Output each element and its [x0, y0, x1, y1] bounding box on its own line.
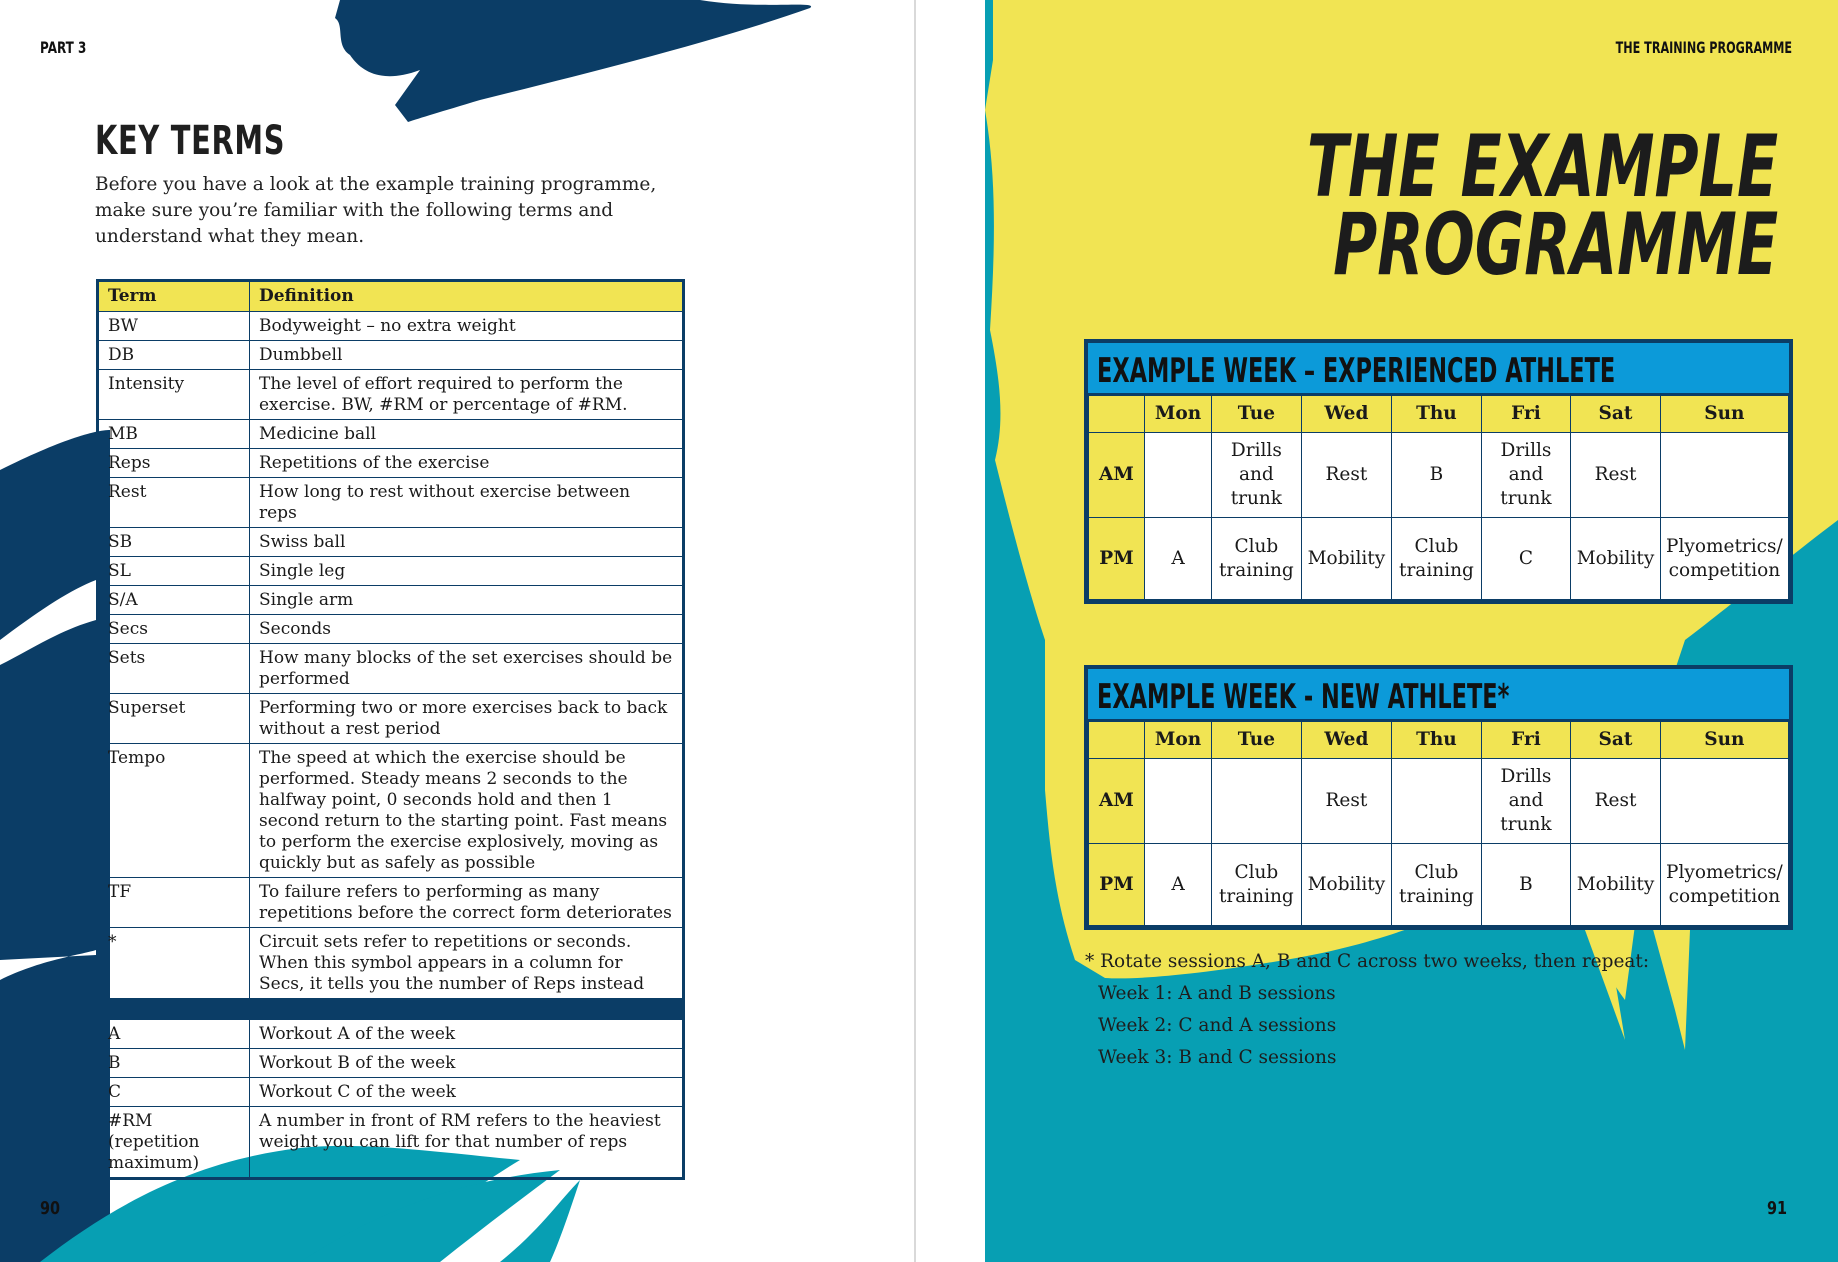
- table-row: [98, 586, 684, 615]
- am-label: AM: [1089, 759, 1145, 844]
- pm-row: [1089, 518, 1789, 600]
- rotation-notes: [1085, 946, 1649, 1074]
- term-cell: Secs: [98, 615, 250, 644]
- term-cell: Tempo: [98, 744, 250, 878]
- day-header: Thu: [1392, 722, 1482, 759]
- spine-gap: [916, 0, 985, 1262]
- intro-paragraph: Before you have a look at the example training programme, make sure you’re familiar with the following terms and understand what they mean.: [95, 174, 657, 247]
- pm-session-cell: Mobility: [1301, 844, 1392, 926]
- programme-title-line1: THE EXAMPLE: [1306, 117, 1778, 217]
- am-row: [1089, 759, 1789, 844]
- pm-session-cell: Plyometrics/ competition: [1660, 518, 1788, 600]
- am-session-cell: [1392, 759, 1482, 844]
- term-cell: SB: [98, 528, 250, 557]
- am-session-cell: [1660, 759, 1788, 844]
- definition-cell: Workout C of the week: [250, 1078, 684, 1107]
- definition-cell: Performing two or more exercises back to back without a rest period: [250, 694, 684, 744]
- definition-cell: Single arm: [250, 586, 684, 615]
- key-terms-title: KEY TERMS: [95, 118, 286, 164]
- am-session-cell: Drills and trunk: [1481, 759, 1571, 844]
- left-page: [0, 0, 915, 1262]
- day-header: Sat: [1571, 722, 1661, 759]
- new-athlete-week-heading: EXAMPLE WEEK - NEW ATHLETE*: [1088, 669, 1789, 721]
- term-cell: TF: [98, 878, 250, 928]
- term-cell: Intensity: [98, 370, 250, 420]
- term-cell: *: [98, 928, 250, 999]
- definition-cell: To failure refers to performing as many repetitions before the correct form deteriorates: [250, 878, 684, 928]
- definition-cell: Workout A of the week: [250, 1020, 684, 1049]
- table-row: [98, 928, 684, 999]
- definition-column-header: Definition: [250, 281, 684, 312]
- new-athlete-week-table: [1084, 665, 1793, 930]
- term-column-header: Term: [98, 281, 250, 312]
- day-header: Sat: [1571, 396, 1661, 433]
- term-cell: MB: [98, 420, 250, 449]
- experienced-schedule: [1088, 395, 1789, 600]
- term-cell: SL: [98, 557, 250, 586]
- day-header: Sun: [1660, 396, 1788, 433]
- corner-cell: [1089, 722, 1145, 759]
- am-session-cell: Drills and trunk: [1212, 433, 1302, 518]
- day-header: Fri: [1481, 396, 1571, 433]
- key-terms-table: [96, 279, 685, 1180]
- table-row: [98, 312, 684, 341]
- term-cell: Superset: [98, 694, 250, 744]
- am-label: AM: [1089, 433, 1145, 518]
- pm-session-cell: A: [1144, 518, 1211, 600]
- pm-session-cell: B: [1481, 844, 1571, 926]
- am-session-cell: Rest: [1301, 759, 1392, 844]
- definition-cell: How many blocks of the set exercises should be performed: [250, 644, 684, 694]
- programme-title: [1105, 117, 1778, 295]
- table-row: [98, 694, 684, 744]
- am-session-cell: B: [1392, 433, 1482, 518]
- am-session-cell: Drills and trunk: [1481, 433, 1571, 518]
- am-row: [1089, 433, 1789, 518]
- pm-session-cell: Club training: [1392, 844, 1482, 926]
- definition-cell: How long to rest without exercise between reps: [250, 478, 684, 528]
- am-session-cell: [1144, 433, 1211, 518]
- day-header: Sun: [1660, 722, 1788, 759]
- term-cell: Reps: [98, 449, 250, 478]
- table-row: [98, 528, 684, 557]
- term-cell: BW: [98, 312, 250, 341]
- pm-label: PM: [1089, 518, 1145, 600]
- term-cell: Sets: [98, 644, 250, 694]
- week-3-note: Week 3: B and C sessions: [1098, 1047, 1337, 1068]
- day-header: Wed: [1301, 722, 1392, 759]
- term-cell: Rest: [98, 478, 250, 528]
- am-session-cell: Rest: [1571, 433, 1661, 518]
- pm-session-cell: C: [1481, 518, 1571, 600]
- definition-cell: Dumbbell: [250, 341, 684, 370]
- definition-cell: Single leg: [250, 557, 684, 586]
- table-separator: [98, 999, 684, 1020]
- pm-session-cell: Club training: [1212, 844, 1302, 926]
- running-head-right: THE TRAINING PROGRAMME: [1615, 38, 1792, 57]
- rotation-note: * Rotate sessions A, B and C across two weeks, then repeat:: [1085, 951, 1650, 972]
- day-header: Mon: [1144, 396, 1211, 433]
- table-row: [98, 744, 684, 878]
- definition-cell: A number in front of RM refers to the heaviest weight you can lift for that number of reps: [250, 1107, 684, 1179]
- pm-session-cell: Mobility: [1571, 518, 1661, 600]
- term-cell: S/A: [98, 586, 250, 615]
- table-row: [98, 878, 684, 928]
- definition-cell: Seconds: [250, 615, 684, 644]
- table-header-row: [98, 281, 684, 312]
- table-row: [98, 341, 684, 370]
- definition-cell: Workout B of the week: [250, 1049, 684, 1078]
- table-row: [98, 1049, 684, 1078]
- separator-bar: [98, 999, 684, 1020]
- definition-cell: Bodyweight – no extra weight: [250, 312, 684, 341]
- term-cell: A: [98, 1020, 250, 1049]
- am-session-cell: [1212, 759, 1302, 844]
- page-number-right: 91: [1766, 1198, 1787, 1219]
- table-row: [98, 557, 684, 586]
- am-session-cell: Rest: [1301, 433, 1392, 518]
- am-session-cell: Rest: [1571, 759, 1661, 844]
- table-row: [98, 1078, 684, 1107]
- definition-cell: Circuit sets refer to repetitions or seconds. When this symbol appears in a column for Secs, it tells you the number of Reps instead: [250, 928, 684, 999]
- pm-session-cell: Plyometrics/ competition: [1660, 844, 1788, 926]
- days-header-row: [1089, 396, 1789, 433]
- am-session-cell: [1144, 759, 1211, 844]
- table-row: [98, 478, 684, 528]
- key-terms-body: [98, 312, 684, 1179]
- pm-session-cell: Club training: [1392, 518, 1482, 600]
- term-cell: #RM (repetition maximum): [98, 1107, 250, 1179]
- term-cell: C: [98, 1078, 250, 1107]
- table-row: [98, 615, 684, 644]
- pm-label: PM: [1089, 844, 1145, 926]
- am-session-cell: [1660, 433, 1788, 518]
- definition-cell: The speed at which the exercise should be performed. Steady means 2 seconds to the halfway point, 0 seconds hold and then 1 second return to the starting point. Fast means to perform the exercise explosively, moving as quickly but as safely as possible: [250, 744, 684, 878]
- table-row: [98, 1020, 684, 1049]
- programme-title-line2: PROGRAMME: [1333, 195, 1778, 295]
- week-2-note: Week 2: C and A sessions: [1098, 1015, 1337, 1036]
- running-head-left: PART 3: [40, 38, 87, 57]
- page-number-left: 90: [40, 1198, 61, 1219]
- day-header: Fri: [1481, 722, 1571, 759]
- new-athlete-schedule: [1088, 721, 1789, 926]
- table-row: [98, 1107, 684, 1179]
- pm-session-cell: Club training: [1212, 518, 1302, 600]
- table-row: [98, 449, 684, 478]
- corner-cell: [1089, 396, 1145, 433]
- pm-session-cell: A: [1144, 844, 1211, 926]
- days-header-row: [1089, 722, 1789, 759]
- table-row: [98, 370, 684, 420]
- definition-cell: Medicine ball: [250, 420, 684, 449]
- table-row: [98, 644, 684, 694]
- experienced-week-heading: EXAMPLE WEEK – EXPERIENCED ATHLETE: [1088, 343, 1789, 395]
- term-cell: B: [98, 1049, 250, 1078]
- day-header: Tue: [1212, 396, 1302, 433]
- experienced-week-table: [1084, 339, 1793, 604]
- term-cell: DB: [98, 341, 250, 370]
- table-row: [98, 420, 684, 449]
- definition-cell: The level of effort required to perform the exercise. BW, #RM or percentage of #RM.: [250, 370, 684, 420]
- pm-session-cell: Mobility: [1571, 844, 1661, 926]
- pm-row: [1089, 844, 1789, 926]
- day-header: Tue: [1212, 722, 1302, 759]
- pm-session-cell: Mobility: [1301, 518, 1392, 600]
- day-header: Wed: [1301, 396, 1392, 433]
- day-header: Mon: [1144, 722, 1211, 759]
- definition-cell: Swiss ball: [250, 528, 684, 557]
- day-header: Thu: [1392, 396, 1482, 433]
- week-1-note: Week 1: A and B sessions: [1098, 983, 1336, 1004]
- definition-cell: Repetitions of the exercise: [250, 449, 684, 478]
